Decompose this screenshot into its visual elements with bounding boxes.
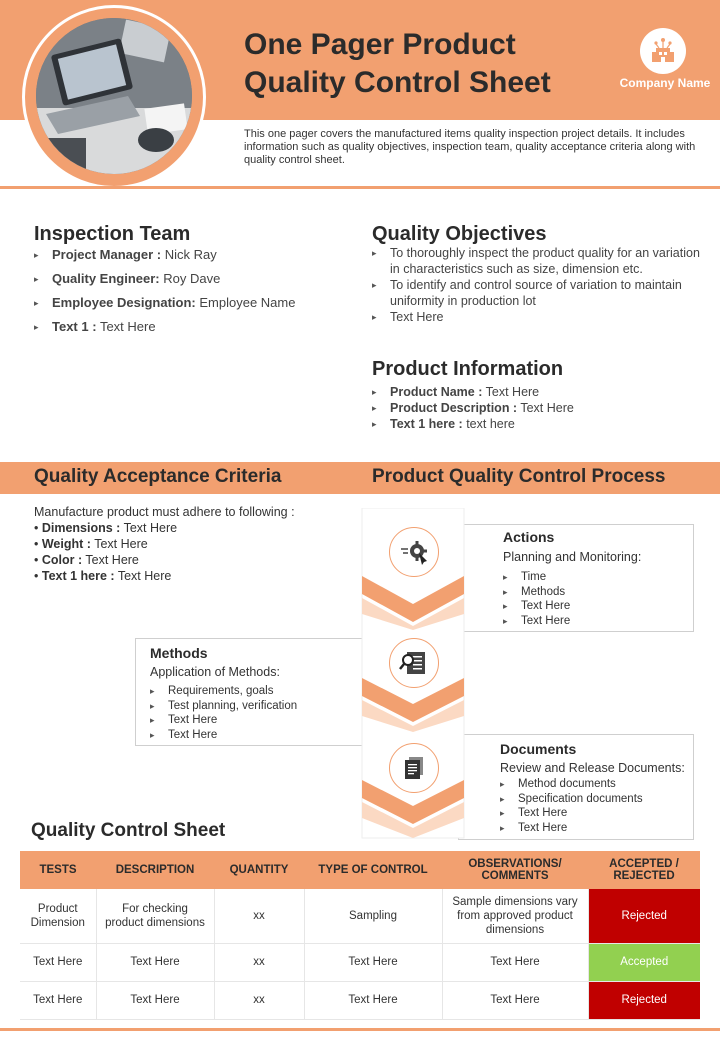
list-item: ▸ To thoroughly inspect the product quality for an variation in characteristics such as size, dimension etc.	[372, 245, 708, 277]
status-badge: Rejected	[588, 981, 700, 1019]
divider	[0, 186, 720, 189]
list-item: ▸ Requirements, goals	[150, 684, 370, 699]
list-item: ▸ Text Here	[150, 713, 370, 728]
table-cell: xx	[214, 889, 304, 943]
list-item: • Dimensions : Text Here	[34, 521, 178, 535]
table-row	[20, 981, 700, 1019]
product-information-title: Product Information	[372, 358, 564, 380]
column-header: DESCRIPTION	[96, 851, 214, 889]
table-cell: Sample dimensions vary from approved product dimensions	[442, 889, 588, 943]
table-cell: xx	[214, 981, 304, 1019]
column-header: OBSERVATIONS/ COMMENTS	[442, 851, 588, 889]
list-item: ▸ Text Here	[503, 614, 693, 629]
table-cell: Text Here	[304, 981, 442, 1019]
table-cell: Text Here	[96, 943, 214, 981]
column-header: QUANTITY	[214, 851, 304, 889]
actions-list	[503, 570, 693, 628]
documents-box	[458, 734, 694, 840]
footer-divider	[0, 1028, 720, 1031]
actions-subtitle: Planning and Monitoring:	[503, 550, 642, 564]
product-information-list	[372, 384, 708, 432]
actions-title: Actions	[503, 529, 555, 545]
documents-title: Documents	[500, 741, 577, 757]
methods-list	[150, 684, 370, 742]
table-cell: Text Here	[20, 943, 96, 981]
list-item: ▸ Quality Engineer: Roy Dave	[34, 267, 344, 291]
list-item: ▸ Text 1 here : text here	[372, 416, 708, 432]
table-row	[20, 889, 700, 943]
list-item: ▸ Specification documents	[500, 792, 693, 807]
column-header: TYPE OF CONTROL	[304, 851, 442, 889]
inspection-team-title: Inspection Team	[34, 223, 191, 245]
acceptance-criteria-title: Quality Acceptance Criteria	[34, 466, 282, 487]
table-cell: Text Here	[442, 981, 588, 1019]
table-cell: Text Here	[20, 981, 96, 1019]
company-name: Company Name	[619, 76, 711, 90]
methods-box	[135, 638, 371, 746]
documents-icon	[389, 743, 439, 793]
documents-list	[500, 777, 693, 835]
status-badge: Accepted	[588, 943, 700, 981]
control-sheet-title: Quality Control Sheet	[31, 820, 226, 841]
table-row	[20, 943, 700, 981]
table-cell: Text Here	[304, 943, 442, 981]
table-cell: Sampling	[304, 889, 442, 943]
acceptance-intro: Manufacture product must adhere to following :	[34, 505, 295, 519]
table-cell: Text Here	[442, 943, 588, 981]
list-item: ▸ To identify and control source of variation to maintain uniformity in production lot	[372, 277, 708, 309]
list-item: • Color : Text Here	[34, 553, 139, 567]
page-title: One Pager Product Quality Control Sheet	[244, 28, 551, 99]
process-title: Product Quality Control Process	[372, 466, 666, 487]
list-item: ▸ Text Here	[503, 599, 693, 614]
laptop-photo	[36, 18, 192, 174]
list-item: ▸ Text Here	[150, 728, 370, 743]
list-item: ▸ Employee Designation: Employee Name	[34, 291, 344, 315]
inspection-checklist-icon	[389, 638, 439, 688]
intro-text: This one pager covers the manufactured items quality inspection project details. It includes information such as quality objectives, inspection team, quality acceptance criteria along with quality control sheet.	[244, 128, 696, 166]
table-cell: Text Here	[96, 981, 214, 1019]
status-badge: Rejected	[588, 889, 700, 943]
actions-box	[458, 524, 694, 632]
column-header: ACCEPTED / REJECTED	[588, 851, 700, 889]
gear-cursor-icon	[389, 527, 439, 577]
list-item: ▸ Product Description : Text Here	[372, 400, 708, 416]
table-cell: Product Dimension	[20, 889, 96, 943]
list-item: ▸ Test planning, verification	[150, 699, 370, 714]
table-cell: For checking product dimensions	[96, 889, 214, 943]
list-item: ▸ Methods	[503, 585, 693, 600]
list-item: ▸ Method documents	[500, 777, 693, 792]
column-header: TESTS	[20, 851, 96, 889]
inspection-team-list	[34, 243, 344, 339]
list-item: ▸ Text Here	[372, 309, 708, 325]
list-item: • Weight : Text Here	[34, 537, 148, 551]
control-sheet-table	[20, 851, 700, 1020]
quality-objectives-list	[372, 245, 708, 325]
acceptance-criteria	[34, 504, 344, 584]
list-item: ▸ Text 1 : Text Here	[34, 315, 344, 339]
list-item: ▸ Time	[503, 570, 693, 585]
table-cell: xx	[214, 943, 304, 981]
documents-subtitle: Review and Release Documents:	[500, 761, 685, 775]
list-item: ▸ Product Name : Text Here	[372, 384, 708, 400]
methods-title: Methods	[150, 645, 208, 661]
table-header-row	[20, 851, 700, 889]
quality-objectives-title: Quality Objectives	[372, 223, 547, 245]
company-logo	[640, 28, 686, 74]
building-icon	[640, 28, 686, 74]
list-item: ▸ Text Here	[500, 821, 693, 836]
methods-subtitle: Application of Methods:	[150, 665, 280, 679]
list-item: • Text 1 here : Text Here	[34, 569, 172, 583]
list-item: ▸ Text Here	[500, 806, 693, 821]
list-item: ▸ Project Manager : Nick Ray	[34, 243, 344, 267]
